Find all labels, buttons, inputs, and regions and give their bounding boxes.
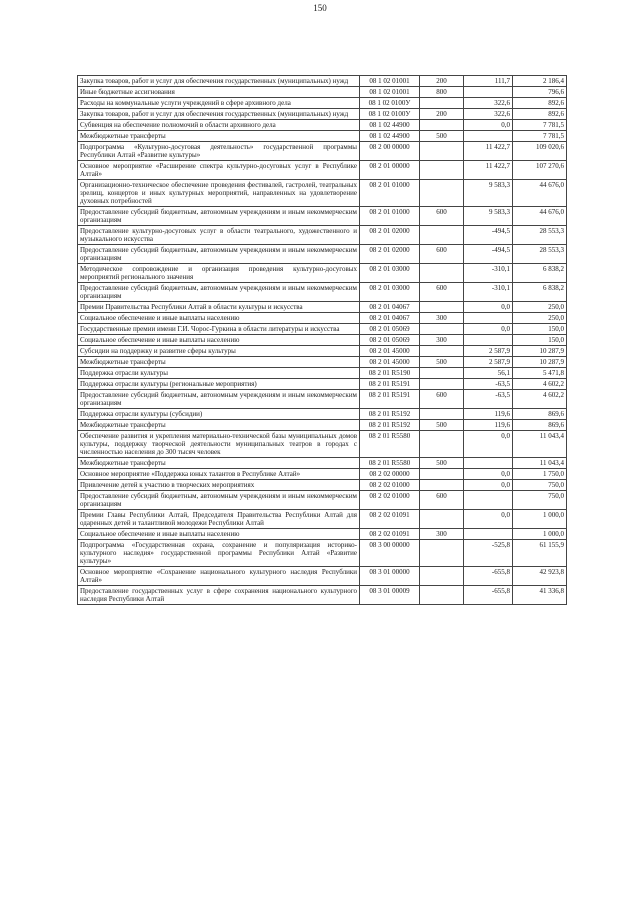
row-code-cell: 08 2 01 05069: [360, 324, 420, 335]
row-expense-type-cell: [420, 324, 464, 335]
row-expense-type-cell: [420, 480, 464, 491]
row-expense-type-cell: [420, 98, 464, 109]
row-total-cell: 10 287,9: [513, 357, 567, 368]
row-change-cell: 119,6: [464, 409, 513, 420]
row-total-cell: 11 043,4: [513, 458, 567, 469]
row-expense-type-cell: 200: [420, 76, 464, 87]
row-name-cell: Методическое сопровождение и организация проведения культурно-досуговых мероприятий регионального значения: [78, 264, 360, 283]
row-total-cell: 250,0: [513, 313, 567, 324]
row-name-cell: Предоставление субсидий бюджетным, автономным учреждениям и иным некоммерческим организациям: [78, 491, 360, 510]
row-total-cell: 109 020,6: [513, 142, 567, 161]
row-expense-type-cell: [420, 379, 464, 390]
row-expense-type-cell: [420, 510, 464, 529]
row-change-cell: 2 587,9: [464, 346, 513, 357]
row-expense-type-cell: 600: [420, 283, 464, 302]
row-code-cell: 08 2 01 R5580: [360, 431, 420, 458]
row-name-cell: Предоставление государственных услуг в сфере сохранения национального культурного наследия Республики Алтай: [78, 586, 360, 605]
table-row: [78, 458, 567, 469]
row-code-cell: 08 1 02 0100У: [360, 98, 420, 109]
row-name-cell: Премии Правительства Республики Алтай в области культуры и искусства: [78, 302, 360, 313]
row-total-cell: 869,6: [513, 420, 567, 431]
row-total-cell: 107 270,6: [513, 161, 567, 180]
row-expense-type-cell: 600: [420, 491, 464, 510]
row-code-cell: 08 2 01 04067: [360, 313, 420, 324]
row-change-cell: [464, 313, 513, 324]
table-row: [78, 346, 567, 357]
row-expense-type-cell: [420, 180, 464, 207]
table-row: [78, 313, 567, 324]
row-total-cell: 150,0: [513, 324, 567, 335]
table-row: [78, 98, 567, 109]
row-total-cell: 10 287,9: [513, 346, 567, 357]
row-expense-type-cell: 500: [420, 131, 464, 142]
row-name-cell: Социальное обеспечение и иные выплаты населению: [78, 529, 360, 540]
row-name-cell: Предоставление субсидий бюджетным, автономным учреждениям и иным некоммерческим организациям: [78, 283, 360, 302]
row-code-cell: 08 1 02 44900: [360, 120, 420, 131]
row-expense-type-cell: 600: [420, 245, 464, 264]
row-expense-type-cell: 500: [420, 458, 464, 469]
row-code-cell: 08 2 01 01000: [360, 207, 420, 226]
row-expense-type-cell: [420, 567, 464, 586]
row-total-cell: 5 471,8: [513, 368, 567, 379]
row-change-cell: [464, 335, 513, 346]
row-code-cell: 08 2 01 R5190: [360, 368, 420, 379]
row-code-cell: 08 2 01 03000: [360, 264, 420, 283]
row-code-cell: 08 2 02 01000: [360, 491, 420, 510]
row-code-cell: 08 2 01 05069: [360, 335, 420, 346]
table-row: [78, 540, 567, 567]
row-code-cell: 08 2 01 R5192: [360, 420, 420, 431]
row-total-cell: 11 043,4: [513, 431, 567, 458]
row-total-cell: 2 186,4: [513, 76, 567, 87]
table-row: [78, 120, 567, 131]
row-change-cell: [464, 529, 513, 540]
row-name-cell: Субсидии на поддержку и развитие сферы культуры: [78, 346, 360, 357]
row-change-cell: [464, 87, 513, 98]
row-expense-type-cell: 300: [420, 335, 464, 346]
row-total-cell: 892,6: [513, 98, 567, 109]
row-change-cell: 9 583,3: [464, 180, 513, 207]
row-total-cell: 250,0: [513, 302, 567, 313]
row-code-cell: 08 2 01 03000: [360, 283, 420, 302]
budget-table-body: [78, 76, 567, 605]
row-expense-type-cell: 500: [420, 357, 464, 368]
table-row: [78, 142, 567, 161]
row-code-cell: 08 3 01 00000: [360, 567, 420, 586]
row-expense-type-cell: [420, 368, 464, 379]
row-name-cell: Межбюджетные трансферты: [78, 131, 360, 142]
row-code-cell: 08 1 02 0100У: [360, 109, 420, 120]
row-total-cell: 61 155,9: [513, 540, 567, 567]
row-code-cell: 08 2 01 02000: [360, 226, 420, 245]
table-row: [78, 368, 567, 379]
row-total-cell: 4 602,2: [513, 379, 567, 390]
row-change-cell: 9 583,3: [464, 207, 513, 226]
row-name-cell: Поддержка отрасли культуры (субсидии): [78, 409, 360, 420]
row-code-cell: 08 2 01 00000: [360, 161, 420, 180]
row-total-cell: 44 676,0: [513, 207, 567, 226]
row-change-cell: -63,5: [464, 379, 513, 390]
table-row: [78, 567, 567, 586]
row-change-cell: 0,0: [464, 302, 513, 313]
table-row: [78, 420, 567, 431]
table-row: [78, 161, 567, 180]
row-code-cell: 08 2 01 R5191: [360, 390, 420, 409]
row-code-cell: 08 2 02 00000: [360, 469, 420, 480]
row-name-cell: Подпрограмма «Государственная охрана, сохранение и популяризация историко-культурного наследия» государственной программы Республики Алтай «Развитие культуры»: [78, 540, 360, 567]
row-expense-type-cell: [420, 409, 464, 420]
row-total-cell: 796,6: [513, 87, 567, 98]
row-code-cell: 08 2 01 R5191: [360, 379, 420, 390]
row-expense-type-cell: [420, 469, 464, 480]
row-total-cell: 6 838,2: [513, 283, 567, 302]
row-change-cell: 119,6: [464, 420, 513, 431]
row-change-cell: 0,0: [464, 120, 513, 131]
row-change-cell: [464, 131, 513, 142]
table-row: [78, 226, 567, 245]
row-name-cell: Государственные премии имени Г.И. Чорос-Гуркина в области литературы и искусства: [78, 324, 360, 335]
row-name-cell: Поддержка отрасли культуры: [78, 368, 360, 379]
row-expense-type-cell: [420, 226, 464, 245]
row-name-cell: Предоставление субсидий бюджетным, автономным учреждениям и иным некоммерческим организациям: [78, 207, 360, 226]
row-expense-type-cell: [420, 161, 464, 180]
row-name-cell: Поддержка отрасли культуры (региональные мероприятия): [78, 379, 360, 390]
row-name-cell: Межбюджетные трансферты: [78, 420, 360, 431]
row-code-cell: 08 2 01 45000: [360, 357, 420, 368]
row-total-cell: 1 750,0: [513, 469, 567, 480]
table-row: [78, 302, 567, 313]
page-number: 150: [313, 3, 327, 13]
row-expense-type-cell: 200: [420, 109, 464, 120]
row-change-cell: -494,5: [464, 226, 513, 245]
row-expense-type-cell: [420, 264, 464, 283]
table-row: [78, 324, 567, 335]
row-total-cell: 7 781,5: [513, 131, 567, 142]
row-code-cell: 08 2 02 01091: [360, 529, 420, 540]
table-row: [78, 76, 567, 87]
row-change-cell: 56,1: [464, 368, 513, 379]
table-row: [78, 469, 567, 480]
row-name-cell: Социальное обеспечение и иные выплаты населению: [78, 313, 360, 324]
row-expense-type-cell: [420, 540, 464, 567]
row-name-cell: Закупка товаров, работ и услуг для обеспечения государственных (муниципальных) нужд: [78, 76, 360, 87]
row-total-cell: 750,0: [513, 480, 567, 491]
row-change-cell: -525,8: [464, 540, 513, 567]
row-name-cell: Основное мероприятие «Расширение спектра культурно-досуговых услуг в Республике Алтай»: [78, 161, 360, 180]
row-name-cell: Подпрограмма «Культурно-досуговая деятельность» государственной программы Республики Алтай «Развитие культуры»: [78, 142, 360, 161]
row-change-cell: -494,5: [464, 245, 513, 264]
row-change-cell: -310,1: [464, 264, 513, 283]
row-total-cell: 6 838,2: [513, 264, 567, 283]
budget-table: [77, 75, 567, 605]
row-expense-type-cell: 500: [420, 420, 464, 431]
row-total-cell: 869,6: [513, 409, 567, 420]
row-expense-type-cell: 300: [420, 529, 464, 540]
row-code-cell: 08 1 02 44900: [360, 131, 420, 142]
row-code-cell: 08 2 00 00000: [360, 142, 420, 161]
row-change-cell: [464, 491, 513, 510]
row-total-cell: 750,0: [513, 491, 567, 510]
row-change-cell: -655,8: [464, 586, 513, 605]
table-row: [78, 131, 567, 142]
row-name-cell: Предоставление субсидий бюджетным, автономным учреждениям и иным некоммерческим организациям: [78, 245, 360, 264]
row-total-cell: 7 781,5: [513, 120, 567, 131]
row-expense-type-cell: [420, 431, 464, 458]
table-row: [78, 491, 567, 510]
row-expense-type-cell: [420, 120, 464, 131]
row-change-cell: 0,0: [464, 324, 513, 335]
row-change-cell: 11 422,7: [464, 161, 513, 180]
row-name-cell: Межбюджетные трансферты: [78, 357, 360, 368]
row-name-cell: Субвенция на обеспечение полномочий в области архивного дела: [78, 120, 360, 131]
row-expense-type-cell: [420, 142, 464, 161]
row-name-cell: Социальное обеспечение и иные выплаты населению: [78, 335, 360, 346]
row-code-cell: 08 2 02 01091: [360, 510, 420, 529]
row-name-cell: Предоставление субсидий бюджетным, автономным учреждениям и иным некоммерческим организациям: [78, 390, 360, 409]
row-change-cell: -655,8: [464, 567, 513, 586]
table-row: [78, 335, 567, 346]
row-change-cell: 0,0: [464, 480, 513, 491]
row-total-cell: 28 553,3: [513, 245, 567, 264]
row-change-cell: 322,6: [464, 98, 513, 109]
row-name-cell: Привлечение детей к участию в творческих мероприятиях: [78, 480, 360, 491]
row-expense-type-cell: 600: [420, 390, 464, 409]
row-expense-type-cell: 600: [420, 207, 464, 226]
table-row: [78, 357, 567, 368]
row-code-cell: 08 2 01 45000: [360, 346, 420, 357]
row-code-cell: 08 2 01 R5580: [360, 458, 420, 469]
row-code-cell: 08 2 01 R5192: [360, 409, 420, 420]
table-row: [78, 431, 567, 458]
row-total-cell: 892,6: [513, 109, 567, 120]
table-row: [78, 390, 567, 409]
row-total-cell: 1 000,0: [513, 510, 567, 529]
row-name-cell: Обеспечение развития и укрепления материально-технической базы муниципальных домов культуры, поддержку творческой деятельности муниципальных театров в городах с численностью населения до 300 тысяч человек: [78, 431, 360, 458]
row-expense-type-cell: [420, 586, 464, 605]
row-code-cell: 08 2 01 02000: [360, 245, 420, 264]
table-row: [78, 283, 567, 302]
row-total-cell: 41 336,8: [513, 586, 567, 605]
row-change-cell: 322,6: [464, 109, 513, 120]
row-total-cell: 28 553,3: [513, 226, 567, 245]
row-total-cell: 1 000,0: [513, 529, 567, 540]
table-row: [78, 529, 567, 540]
table-row: [78, 180, 567, 207]
row-expense-type-cell: [420, 302, 464, 313]
table-row: [78, 245, 567, 264]
row-name-cell: Иные бюджетные ассигнования: [78, 87, 360, 98]
table-row: [78, 379, 567, 390]
table-row: [78, 109, 567, 120]
table-row: [78, 409, 567, 420]
row-change-cell: [464, 458, 513, 469]
row-expense-type-cell: 300: [420, 313, 464, 324]
row-name-cell: Закупка товаров, работ и услуг для обеспечения государственных (муниципальных) нужд: [78, 109, 360, 120]
row-name-cell: Основное мероприятие «Поддержка юных талантов в Республике Алтай»: [78, 469, 360, 480]
table-row: [78, 207, 567, 226]
row-code-cell: 08 1 02 01001: [360, 87, 420, 98]
row-name-cell: Основное мероприятие «Сохранение национального культурного наследия Республики Алтай»: [78, 567, 360, 586]
row-code-cell: 08 3 01 00009: [360, 586, 420, 605]
row-name-cell: Расходы на коммунальные услуги учреждений в сфере архивного дела: [78, 98, 360, 109]
row-code-cell: 08 2 01 01000: [360, 180, 420, 207]
row-code-cell: 08 2 02 01000: [360, 480, 420, 491]
row-name-cell: Премии Главы Республики Алтай, Председателя Правительства Республики Алтай для одаренных детей и талантливой молодежи Республики Алтай: [78, 510, 360, 529]
row-code-cell: 08 1 02 01001: [360, 76, 420, 87]
row-name-cell: Организационно-техническое обеспечение проведения фестивалей, гастролей, театральных зрелищ, концертов и иных культурных мероприятий, направленных на удовлетворение духовных потребностей: [78, 180, 360, 207]
table-row: [78, 264, 567, 283]
row-code-cell: 08 2 01 04067: [360, 302, 420, 313]
row-change-cell: 111,7: [464, 76, 513, 87]
row-total-cell: 44 676,0: [513, 180, 567, 207]
row-change-cell: 0,0: [464, 510, 513, 529]
row-expense-type-cell: 800: [420, 87, 464, 98]
table-row: [78, 480, 567, 491]
row-name-cell: Предоставление культурно-досуговых услуг в области театрального, художественного и музыкального искусства: [78, 226, 360, 245]
table-row: [78, 87, 567, 98]
row-change-cell: -310,1: [464, 283, 513, 302]
row-total-cell: 42 923,8: [513, 567, 567, 586]
row-expense-type-cell: [420, 346, 464, 357]
row-name-cell: Межбюджетные трансферты: [78, 458, 360, 469]
row-change-cell: 0,0: [464, 431, 513, 458]
table-row: [78, 510, 567, 529]
row-code-cell: 08 3 00 00000: [360, 540, 420, 567]
row-change-cell: -63,5: [464, 390, 513, 409]
row-total-cell: 150,0: [513, 335, 567, 346]
row-total-cell: 4 602,2: [513, 390, 567, 409]
row-change-cell: 2 587,9: [464, 357, 513, 368]
table-row: [78, 586, 567, 605]
row-change-cell: 11 422,7: [464, 142, 513, 161]
row-change-cell: 0,0: [464, 469, 513, 480]
